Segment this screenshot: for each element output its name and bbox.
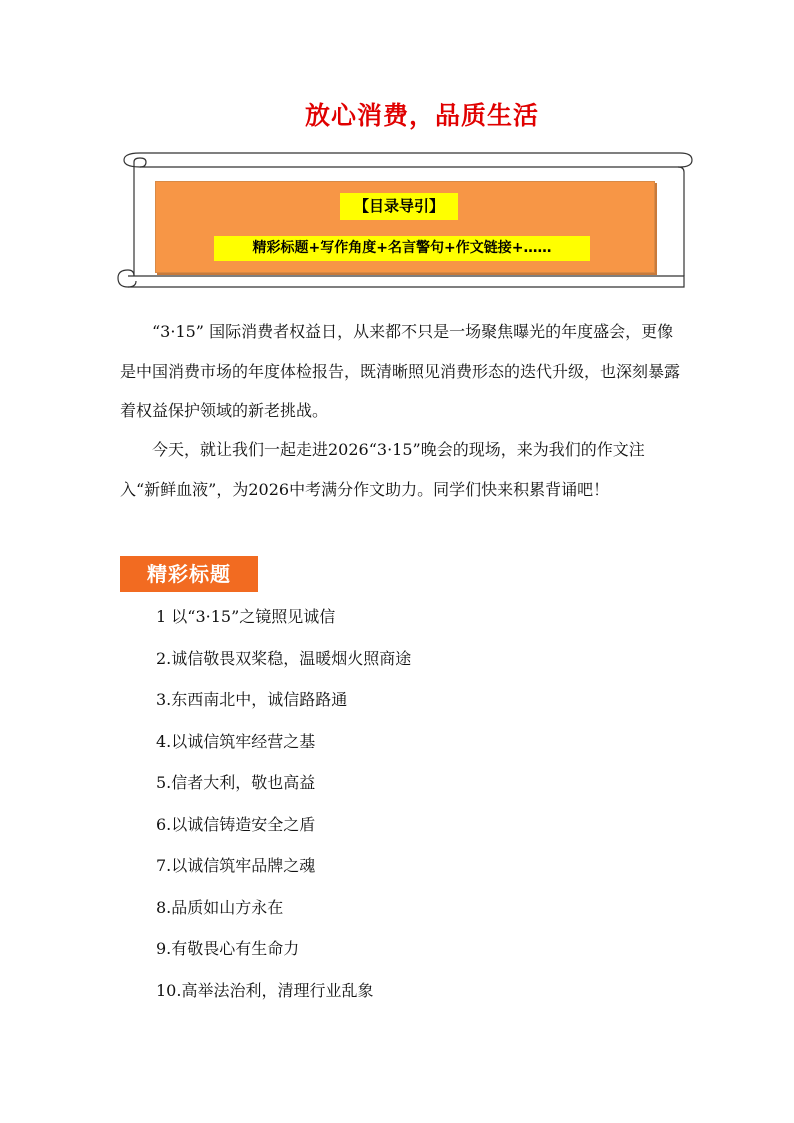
toc-items-line: 精彩标题+写作角度+名言警句+作文链接+…… — [214, 236, 590, 261]
list-item: 7.以诚信筑牢品牌之魂 — [156, 856, 316, 875]
list-item: 9.有敬畏心有生命力 — [156, 939, 300, 958]
list-item: 10.高举法治利，清理行业乱象 — [156, 980, 374, 1000]
list-item: 6.以诚信铸造安全之盾 — [156, 814, 316, 834]
intro-paragraph-2: 今天，就让我们一起走进2026“3·15”晚会的现场，来为我们的作文注入“新鲜血液”，为2026中考满分作文助力。同学们快来积累背诵吧！ — [120, 440, 645, 499]
list-item: 4.以诚信筑牢经营之基 — [156, 731, 316, 751]
section-label-titles: 精彩标题 — [120, 556, 258, 592]
titles-list — [156, 603, 411, 1018]
list-item: 2.诚信敬畏双桨稳，温暖烟火照商途 — [156, 648, 412, 668]
list-item: 3.东西南北中，诚信路路通 — [156, 690, 348, 709]
list-item: 1 以“3·15”之镜照见诚信 — [156, 607, 336, 626]
list-item: 8.品质如山方永在 — [156, 897, 284, 917]
page-title: 放心消费，品质生活 — [304, 101, 539, 130]
list-item: 5.信者大利，敬也高益 — [156, 773, 316, 792]
toc-heading: 【目录导引】 — [340, 193, 458, 220]
intro-paragraph-1: “3·15” 国际消费者权益日，从来都不只是一场聚焦曝光的年度盛会，更像是中国消费市场的年度体检报告，既清晰照见消费形态的迭代升级，也深刻暴露着权益保护领域的新老挑战。 — [120, 322, 681, 420]
